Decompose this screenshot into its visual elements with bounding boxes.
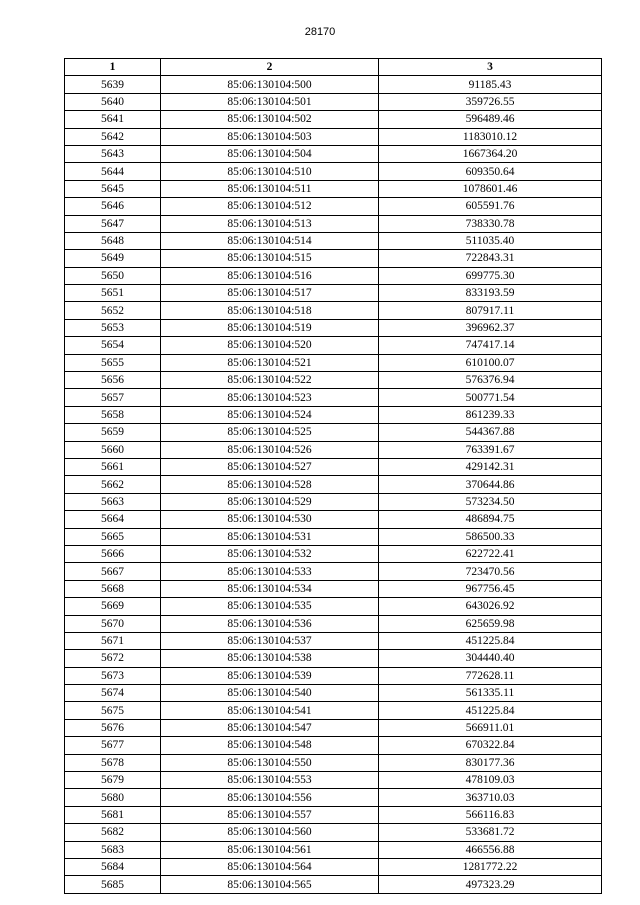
value-cell: 1281772.22	[379, 858, 602, 875]
column-header-1: 1	[65, 59, 161, 76]
cadastral-number-cell: 85:06:130104:501	[161, 93, 379, 110]
value-cell: 576376.94	[379, 372, 602, 389]
value-cell: 1667364.20	[379, 145, 602, 162]
value-cell: 500771.54	[379, 389, 602, 406]
table-row	[65, 563, 602, 580]
cadastral-number-cell: 85:06:130104:538	[161, 650, 379, 667]
row-number-cell: 5655	[65, 354, 161, 371]
cadastral-number-cell: 85:06:130104:532	[161, 545, 379, 562]
value-cell: 699775.30	[379, 267, 602, 284]
header-row	[65, 59, 602, 76]
cadastral-number-cell: 85:06:130104:550	[161, 754, 379, 771]
row-number-cell: 5639	[65, 76, 161, 93]
cadastral-number-cell: 85:06:130104:523	[161, 389, 379, 406]
row-number-cell: 5660	[65, 441, 161, 458]
table-row	[65, 789, 602, 806]
cadastral-number-cell: 85:06:130104:514	[161, 232, 379, 249]
cadastral-number-cell: 85:06:130104:531	[161, 528, 379, 545]
table-row	[65, 754, 602, 771]
row-number-cell: 5674	[65, 685, 161, 702]
value-cell: 451225.84	[379, 632, 602, 649]
value-cell: 670322.84	[379, 737, 602, 754]
table-row	[65, 858, 602, 875]
table-row	[65, 337, 602, 354]
cadastral-number-cell: 85:06:130104:540	[161, 685, 379, 702]
row-number-cell: 5650	[65, 267, 161, 284]
row-number-cell: 5663	[65, 493, 161, 510]
cadastral-number-cell: 85:06:130104:541	[161, 702, 379, 719]
table-row	[65, 285, 602, 302]
row-number-cell: 5672	[65, 650, 161, 667]
table-row	[65, 424, 602, 441]
value-cell: 586500.33	[379, 528, 602, 545]
value-cell: 833193.59	[379, 285, 602, 302]
table-row	[65, 806, 602, 823]
row-number-cell: 5666	[65, 545, 161, 562]
cadastral-number-cell: 85:06:130104:537	[161, 632, 379, 649]
value-cell: 544367.88	[379, 424, 602, 441]
value-cell: 370644.86	[379, 476, 602, 493]
row-number-cell: 5659	[65, 424, 161, 441]
table-row	[65, 372, 602, 389]
value-cell: 609350.64	[379, 163, 602, 180]
row-number-cell: 5641	[65, 111, 161, 128]
table-row	[65, 198, 602, 215]
value-cell: 830177.36	[379, 754, 602, 771]
value-cell: 763391.67	[379, 441, 602, 458]
row-number-cell: 5668	[65, 580, 161, 597]
table-row	[65, 528, 602, 545]
table-header	[65, 59, 602, 76]
cadastral-number-cell: 85:06:130104:527	[161, 458, 379, 475]
row-number-cell: 5654	[65, 337, 161, 354]
table-row	[65, 76, 602, 93]
row-number-cell: 5678	[65, 754, 161, 771]
row-number-cell: 5653	[65, 319, 161, 336]
cadastral-number-cell: 85:06:130104:536	[161, 615, 379, 632]
value-cell: 861239.33	[379, 406, 602, 423]
cadastral-number-cell: 85:06:130104:534	[161, 580, 379, 597]
cadastral-number-cell: 85:06:130104:512	[161, 198, 379, 215]
table-row	[65, 615, 602, 632]
row-number-cell: 5651	[65, 285, 161, 302]
cadastral-number-cell: 85:06:130104:513	[161, 215, 379, 232]
row-number-cell: 5646	[65, 198, 161, 215]
cadastral-number-cell: 85:06:130104:502	[161, 111, 379, 128]
cadastral-number-cell: 85:06:130104:521	[161, 354, 379, 371]
table-row	[65, 250, 602, 267]
table-row	[65, 302, 602, 319]
table-row	[65, 650, 602, 667]
value-cell: 304440.40	[379, 650, 602, 667]
cadastral-number-cell: 85:06:130104:561	[161, 841, 379, 858]
row-number-cell: 5671	[65, 632, 161, 649]
row-number-cell: 5649	[65, 250, 161, 267]
table-row	[65, 215, 602, 232]
registry-table	[64, 58, 602, 894]
row-number-cell: 5680	[65, 789, 161, 806]
value-cell: 566116.83	[379, 806, 602, 823]
value-cell: 451225.84	[379, 702, 602, 719]
cadastral-number-cell: 85:06:130104:504	[161, 145, 379, 162]
value-cell: 486894.75	[379, 511, 602, 528]
row-number-cell: 5640	[65, 93, 161, 110]
value-cell: 722843.31	[379, 250, 602, 267]
cadastral-number-cell: 85:06:130104:529	[161, 493, 379, 510]
row-number-cell: 5643	[65, 145, 161, 162]
table-row	[65, 493, 602, 510]
value-cell: 1183010.12	[379, 128, 602, 145]
row-number-cell: 5642	[65, 128, 161, 145]
cadastral-number-cell: 85:06:130104:535	[161, 598, 379, 615]
value-cell: 466556.88	[379, 841, 602, 858]
cadastral-number-cell: 85:06:130104:526	[161, 441, 379, 458]
cadastral-number-cell: 85:06:130104:560	[161, 824, 379, 841]
cadastral-number-cell: 85:06:130104:522	[161, 372, 379, 389]
row-number-cell: 5664	[65, 511, 161, 528]
value-cell: 643026.92	[379, 598, 602, 615]
cadastral-number-cell: 85:06:130104:539	[161, 667, 379, 684]
row-number-cell: 5662	[65, 476, 161, 493]
row-number-cell: 5670	[65, 615, 161, 632]
value-cell: 497323.29	[379, 876, 602, 893]
value-cell: 596489.46	[379, 111, 602, 128]
value-cell: 533681.72	[379, 824, 602, 841]
value-cell: 622722.41	[379, 545, 602, 562]
cadastral-number-cell: 85:06:130104:519	[161, 319, 379, 336]
row-number-cell: 5648	[65, 232, 161, 249]
cadastral-number-cell: 85:06:130104:533	[161, 563, 379, 580]
value-cell: 1078601.46	[379, 180, 602, 197]
value-cell: 772628.11	[379, 667, 602, 684]
row-number-cell: 5681	[65, 806, 161, 823]
value-cell: 359726.55	[379, 93, 602, 110]
value-cell: 561335.11	[379, 685, 602, 702]
cadastral-number-cell: 85:06:130104:518	[161, 302, 379, 319]
cadastral-number-cell: 85:06:130104:525	[161, 424, 379, 441]
value-cell: 967756.45	[379, 580, 602, 597]
value-cell: 566911.01	[379, 719, 602, 736]
table-row	[65, 511, 602, 528]
row-number-cell: 5675	[65, 702, 161, 719]
table-row	[65, 267, 602, 284]
table-row	[65, 406, 602, 423]
cadastral-number-cell: 85:06:130104:515	[161, 250, 379, 267]
table-row	[65, 719, 602, 736]
table-row	[65, 841, 602, 858]
table-row	[65, 876, 602, 893]
row-number-cell: 5679	[65, 772, 161, 789]
table-row	[65, 180, 602, 197]
cadastral-number-cell: 85:06:130104:524	[161, 406, 379, 423]
row-number-cell: 5683	[65, 841, 161, 858]
page-number: 28170	[304, 26, 336, 38]
table-row	[65, 598, 602, 615]
table-row	[65, 458, 602, 475]
value-cell: 573234.50	[379, 493, 602, 510]
table-row	[65, 389, 602, 406]
row-number-cell: 5656	[65, 372, 161, 389]
value-cell: 396962.37	[379, 319, 602, 336]
value-cell: 625659.98	[379, 615, 602, 632]
value-cell: 738330.78	[379, 215, 602, 232]
row-number-cell: 5661	[65, 458, 161, 475]
table-row	[65, 772, 602, 789]
value-cell: 478109.03	[379, 772, 602, 789]
table-row	[65, 580, 602, 597]
value-cell: 747417.14	[379, 337, 602, 354]
table-row	[65, 667, 602, 684]
value-cell: 429142.31	[379, 458, 602, 475]
row-number-cell: 5682	[65, 824, 161, 841]
cadastral-number-cell: 85:06:130104:517	[161, 285, 379, 302]
table-row	[65, 824, 602, 841]
cadastral-number-cell: 85:06:130104:510	[161, 163, 379, 180]
row-number-cell: 5676	[65, 719, 161, 736]
column-header-3: 3	[379, 59, 602, 76]
value-cell: 363710.03	[379, 789, 602, 806]
table-body	[65, 76, 602, 893]
cadastral-number-cell: 85:06:130104:564	[161, 858, 379, 875]
table-row	[65, 319, 602, 336]
table-row	[65, 145, 602, 162]
row-number-cell: 5665	[65, 528, 161, 545]
value-cell: 807917.11	[379, 302, 602, 319]
cadastral-number-cell: 85:06:130104:553	[161, 772, 379, 789]
row-number-cell: 5657	[65, 389, 161, 406]
row-number-cell: 5652	[65, 302, 161, 319]
cadastral-number-cell: 85:06:130104:520	[161, 337, 379, 354]
row-number-cell: 5647	[65, 215, 161, 232]
value-cell: 511035.40	[379, 232, 602, 249]
column-header-2: 2	[161, 59, 379, 76]
row-number-cell: 5673	[65, 667, 161, 684]
table-row	[65, 128, 602, 145]
row-number-cell: 5677	[65, 737, 161, 754]
cadastral-number-cell: 85:06:130104:547	[161, 719, 379, 736]
cadastral-number-cell: 85:06:130104:500	[161, 76, 379, 93]
table-row	[65, 545, 602, 562]
table-row	[65, 476, 602, 493]
row-number-cell: 5658	[65, 406, 161, 423]
table-row	[65, 685, 602, 702]
cadastral-number-cell: 85:06:130104:548	[161, 737, 379, 754]
table-row	[65, 232, 602, 249]
row-number-cell: 5667	[65, 563, 161, 580]
cadastral-number-cell: 85:06:130104:528	[161, 476, 379, 493]
value-cell: 723470.56	[379, 563, 602, 580]
row-number-cell: 5684	[65, 858, 161, 875]
cadastral-number-cell: 85:06:130104:516	[161, 267, 379, 284]
cadastral-number-cell: 85:06:130104:530	[161, 511, 379, 528]
cadastral-number-cell: 85:06:130104:565	[161, 876, 379, 893]
row-number-cell: 5669	[65, 598, 161, 615]
table-row	[65, 93, 602, 110]
table-row	[65, 111, 602, 128]
cadastral-number-cell: 85:06:130104:557	[161, 806, 379, 823]
table-row	[65, 632, 602, 649]
row-number-cell: 5645	[65, 180, 161, 197]
value-cell: 610100.07	[379, 354, 602, 371]
row-number-cell: 5685	[65, 876, 161, 893]
value-cell: 605591.76	[379, 198, 602, 215]
table-row	[65, 163, 602, 180]
cadastral-number-cell: 85:06:130104:556	[161, 789, 379, 806]
cadastral-number-cell: 85:06:130104:503	[161, 128, 379, 145]
row-number-cell: 5644	[65, 163, 161, 180]
table-row	[65, 702, 602, 719]
cadastral-number-cell: 85:06:130104:511	[161, 180, 379, 197]
table-row	[65, 737, 602, 754]
table-row	[65, 354, 602, 371]
value-cell: 91185.43	[379, 76, 602, 93]
table-row	[65, 441, 602, 458]
